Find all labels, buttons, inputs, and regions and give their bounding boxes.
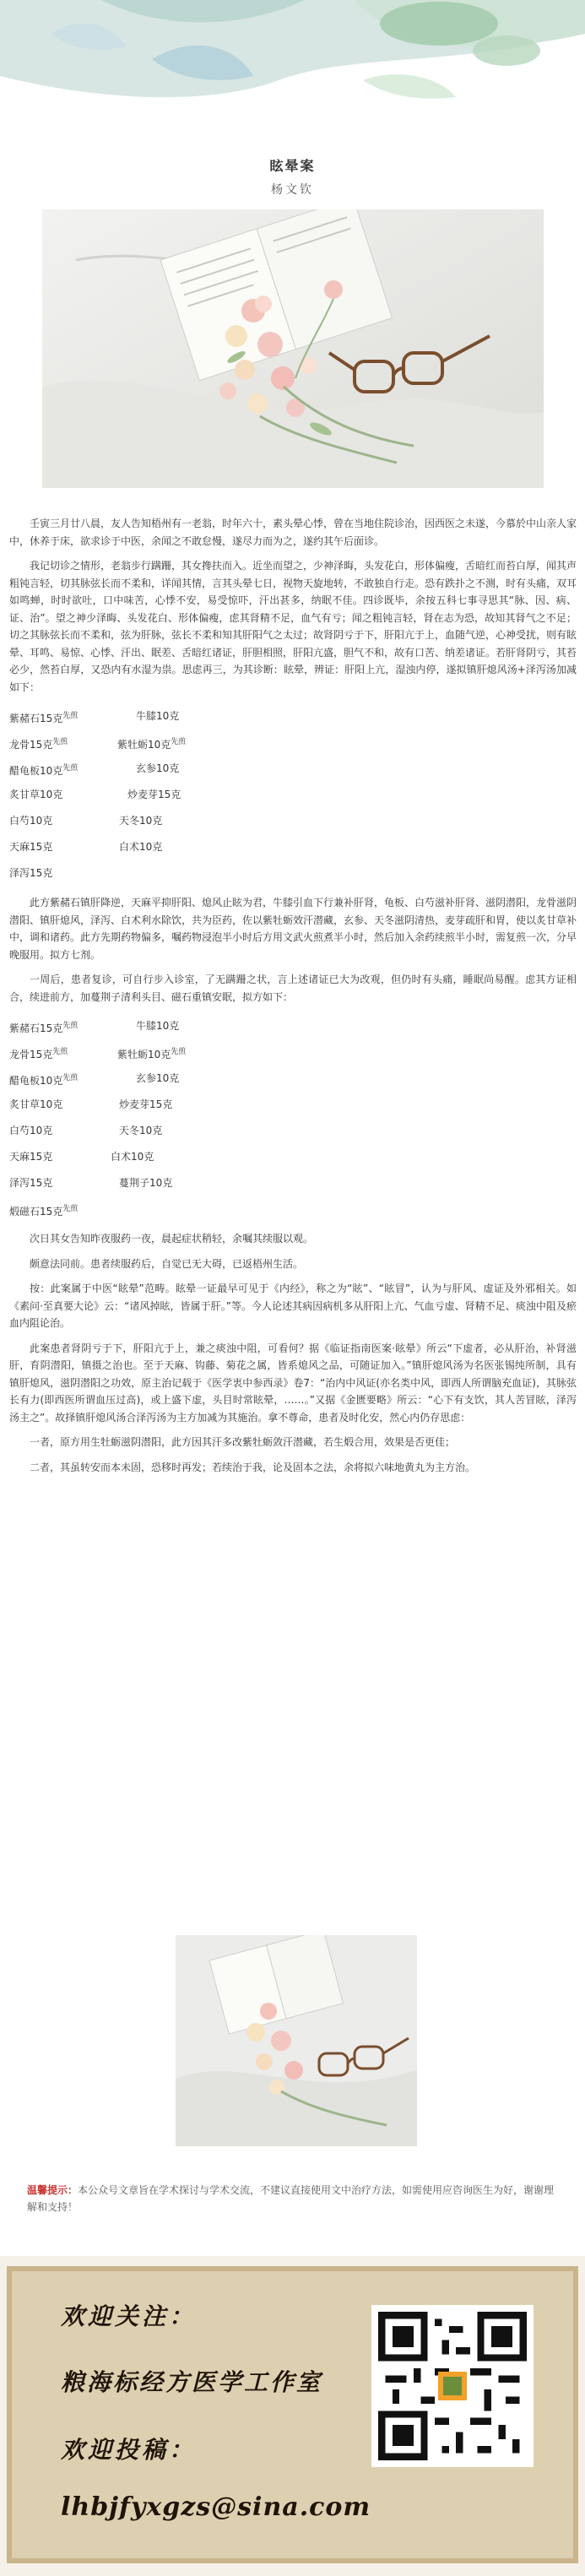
herb: 炙甘草10克 bbox=[9, 1098, 63, 1110]
rx2-row-2 bbox=[9, 1039, 577, 1066]
decoct-first-note: 先煎 bbox=[62, 1022, 79, 1030]
rx1-row-4 bbox=[9, 782, 577, 808]
notice bbox=[27, 2182, 564, 2215]
paragraph-2: 我记切诊之情形，老翁步行蹒跚，其女搀扶而入。近坐而望之，少神泽晦，头发花白，形体偏瘦，舌暗红而苔白厚，闻其声粗钝言轻，切其脉弦长而不柔和，详闻其情，言其头晕七日，视物天旋地转，不敢独自行走。恐有跌扑之不测，时有头痛，双耳如鸣蝉，时时欲吐，口中味苦，心悸不安，易受惊吓，汗出甚多，纳眠不佳。四诊既毕，余按五科七事寻思其“脉、因、病、证、治”。望之神少泽晦、头发花白、形体偏瘦，虑其肾精不足，血气有亏；闻之粗钝言轻，肾在志为恐，故知其肾气之不足；切之其脉弦长而不柔和，弦为肝脉，弦长不柔和知其肝阳气之太过；故肾阴亏于下，肝阳亢于上，血随气逆，心神受扰，则有眩晕、耳鸣、易惊、心悸、汗出、眠差、舌暗红诸证，肝胆相照，肝阳亢盛，胆气不和，故有口苦、纳差诸证。若肝肾阴亏，其苔必少，然苔白厚，又恐内有水湿为祟。思虑再三，为其诊断：眩晕，辨证：肝阳上亢，湿浊内停，遂拟镇肝熄风汤+泽泻汤加减如下： bbox=[9, 560, 577, 693]
paragraph-5: 颇意法同前。患者续服药后，自觉已无大碍，已返梧州生活。 bbox=[30, 1257, 304, 1270]
contact-email[interactable]: lhbjfyxgzs@sina.com bbox=[61, 2492, 371, 2522]
flowers-glasses-icon bbox=[176, 1935, 417, 2146]
decoct-first-note: 先煎 bbox=[171, 1048, 187, 1056]
paragraph-6: 按：此案属于中医“眩晕”范畴。眩晕一证最早可见于《内经》，称之为“眩”、“眩冒”，认为与肝风、虚证及外邪相关。如《素问·至真要大论》云：“诸风掉眩，皆属于肝。”等。今人论述其病因病机多从肝阳上亢、气血亏虚、肾精不足、痰浊中阻及瘀血内阻论治。 bbox=[9, 1283, 577, 1329]
paragraph-9: 二者，其虽转安而本未固，恐移时再发；若续治于我，论及固本之法，余将拟六味地黄丸为主方治。 bbox=[30, 1461, 476, 1473]
hero-photo bbox=[42, 209, 544, 488]
herb: 蔓荆子10克 bbox=[119, 1177, 173, 1189]
decoct-first-note: 先煎 bbox=[62, 1205, 79, 1213]
rx2-row-1 bbox=[9, 1013, 577, 1039]
herb: 紫赭石15克 bbox=[9, 1022, 63, 1034]
herb: 紫赭石15克 bbox=[9, 713, 63, 724]
rx2-row-6 bbox=[9, 1144, 577, 1170]
herb: 紫牡蛎10克 bbox=[117, 1049, 171, 1060]
herb: 炒麦芽15克 bbox=[119, 1098, 173, 1110]
herb: 泽泻15克 bbox=[9, 1177, 53, 1189]
article-title: 眩晕案 bbox=[269, 158, 316, 174]
decoct-first-note: 先煎 bbox=[62, 764, 79, 773]
qr-code[interactable] bbox=[371, 2305, 534, 2467]
leaf-pattern-icon bbox=[0, 0, 585, 127]
herb: 龙骨15克 bbox=[9, 1049, 53, 1060]
rx2-row-5 bbox=[9, 1118, 577, 1144]
paragraph-4: 一周后，患者复诊，可自行步入诊室，了无蹒跚之状，言上述诸证已大为改观，但仍时有头痛，睡眠尚易醒。虑其方证相合，续进前方，加蔓荆子清利头目、磁石重镇安眠，拟方如下： bbox=[9, 973, 577, 1003]
submit-label: 欢迎投稿： bbox=[61, 2436, 197, 2464]
herb: 白术10克 bbox=[119, 841, 163, 853]
rx1-row-3 bbox=[9, 756, 577, 782]
herb: 炒麦芽15克 bbox=[127, 789, 181, 800]
article-body bbox=[9, 515, 577, 1483]
paragraph-3: 此方紫赭石镇肝降逆，天麻平抑肝阳、熄风止眩为君，牛膝引血下行兼补肝肾，龟板、白芍滋补肝肾、滋阴潜阳，龙骨滋阴潜阳、镇肝熄风，泽泻、白术利水除饮，共为臣药，佐以紫牡蛎效汗潜藏，玄参、天冬滋阴清热，麦芽疏肝和胃，使以炙甘草补中，调和诸药。此方先期药物偏多，嘱药物浸泡半小时后方用文武火煎煮半小时，然后加入余药续煎半小时，需复煎一次，分早晚服用。拟方七剂。 bbox=[9, 897, 577, 961]
rx1-row-5 bbox=[9, 808, 577, 834]
studio-name: 粮海标经方医学工作室 bbox=[61, 2368, 323, 2396]
rx2-row-3 bbox=[9, 1066, 577, 1092]
paragraph-extra: 次日其女告知昨夜服药一夜，晨起症状稍轻，余嘱其续服以观。 bbox=[30, 1233, 314, 1245]
herb: 泽泻15克 bbox=[9, 867, 53, 879]
herb: 龙骨15克 bbox=[9, 739, 53, 751]
herb: 炙甘草10克 bbox=[9, 789, 63, 800]
prescription-2 bbox=[9, 1013, 577, 1223]
header-decoration bbox=[0, 0, 585, 127]
rx2-row-4 bbox=[9, 1092, 577, 1118]
rx2-row-8 bbox=[9, 1196, 577, 1223]
herb: 玄参10克 bbox=[136, 1072, 180, 1084]
qr-code-icon bbox=[378, 2312, 527, 2460]
footer bbox=[0, 2256, 585, 2576]
herb: 玄参10克 bbox=[136, 762, 180, 774]
rx1-row-6 bbox=[9, 834, 577, 860]
herb: 白芍10克 bbox=[9, 1125, 53, 1136]
follow-label: 欢迎关注： bbox=[61, 2302, 197, 2330]
herb: 牛膝10克 bbox=[136, 710, 180, 722]
article-author: 杨文钦 bbox=[271, 183, 314, 197]
paragraph-8: 一者，原方用生牡蛎滋阴潜阳，此方因其汗多改紫牡蛎敛汗潜藏，若生煅合用，效果是否更佳； bbox=[30, 1436, 456, 1448]
contact-banner bbox=[7, 2266, 578, 2563]
rx1-row-7 bbox=[9, 860, 577, 887]
closing-photo bbox=[176, 1935, 417, 2146]
herb: 醋龟板10克 bbox=[9, 765, 63, 777]
decoct-first-note: 先煎 bbox=[62, 1074, 79, 1082]
herb: 紫牡蛎10克 bbox=[117, 739, 171, 751]
herb: 牛膝10克 bbox=[136, 1020, 180, 1032]
decoct-first-note: 先煎 bbox=[171, 738, 187, 746]
herb: 醋龟板10克 bbox=[9, 1075, 63, 1087]
decoct-first-note: 先煎 bbox=[52, 1048, 68, 1056]
paragraph-1: 壬寅三月廿八晨，友人告知梧州有一老翁，时年六十，素头晕心悸，曾在当地住院诊治，因西医之未遂，今慕於中山亲人家中，休养于床，欲求诊于中医，余闻之不敢怠慢，遂尽力而为之，遂约其午后面诊。 bbox=[9, 518, 577, 547]
notice-label: 温馨提示： bbox=[27, 2184, 79, 2196]
herb: 天麻15克 bbox=[9, 1151, 53, 1163]
rx2-row-7 bbox=[9, 1170, 577, 1196]
decoct-first-note: 先煎 bbox=[62, 712, 79, 720]
paragraph-7: 此案患者肾阴亏于下，肝阳亢于上，兼之痰浊中阻，可看何？据《临证指南医案·眩晕》所云“下虚者，必从肝治，补肾滋肝，育阴潜阳，镇摄之治也。至于天麻、钩藤、菊花之属，皆系熄风之品，可随证加入。”镇肝熄风汤为名医张锡纯所制，具有镇肝熄风，滋阴潜阳之功效，原主治记载于《医学衷中参西录》卷7：“治内中风证(亦名类中风，即西人所谓脑充血证)，其脉弦长有力(即西医所谓血压过高)，或上盛下虚，头目时常眩晕，……。”又据《金匮要略》所云：“心下有支饮，其人苦冒眩，泽泻汤主之”。故择镇肝熄风汤合泽泻汤为主方加减为其施治。拿不尊命，患者及时化安，然心内仍存思虑： bbox=[9, 1342, 577, 1424]
flowers-book-glasses-icon bbox=[42, 209, 544, 488]
notice-text: 本公众号文章旨在学术探讨与学术交流，不建议直接使用文中治疗方法，如需使用应咨询医生为好，谢谢理解和支持！ bbox=[27, 2184, 555, 2213]
decoct-first-note: 先煎 bbox=[52, 738, 68, 746]
herb: 白术10克 bbox=[111, 1151, 154, 1163]
rx1-row-2 bbox=[9, 729, 577, 756]
prescription-1 bbox=[9, 703, 577, 887]
rx1-row-1 bbox=[9, 703, 577, 729]
herb: 天冬10克 bbox=[119, 1125, 163, 1136]
herb: 白芍10克 bbox=[9, 815, 53, 827]
herb: 煅磁石15克 bbox=[9, 1206, 63, 1217]
herb: 天麻15克 bbox=[9, 841, 53, 853]
herb: 天冬10克 bbox=[119, 815, 163, 827]
